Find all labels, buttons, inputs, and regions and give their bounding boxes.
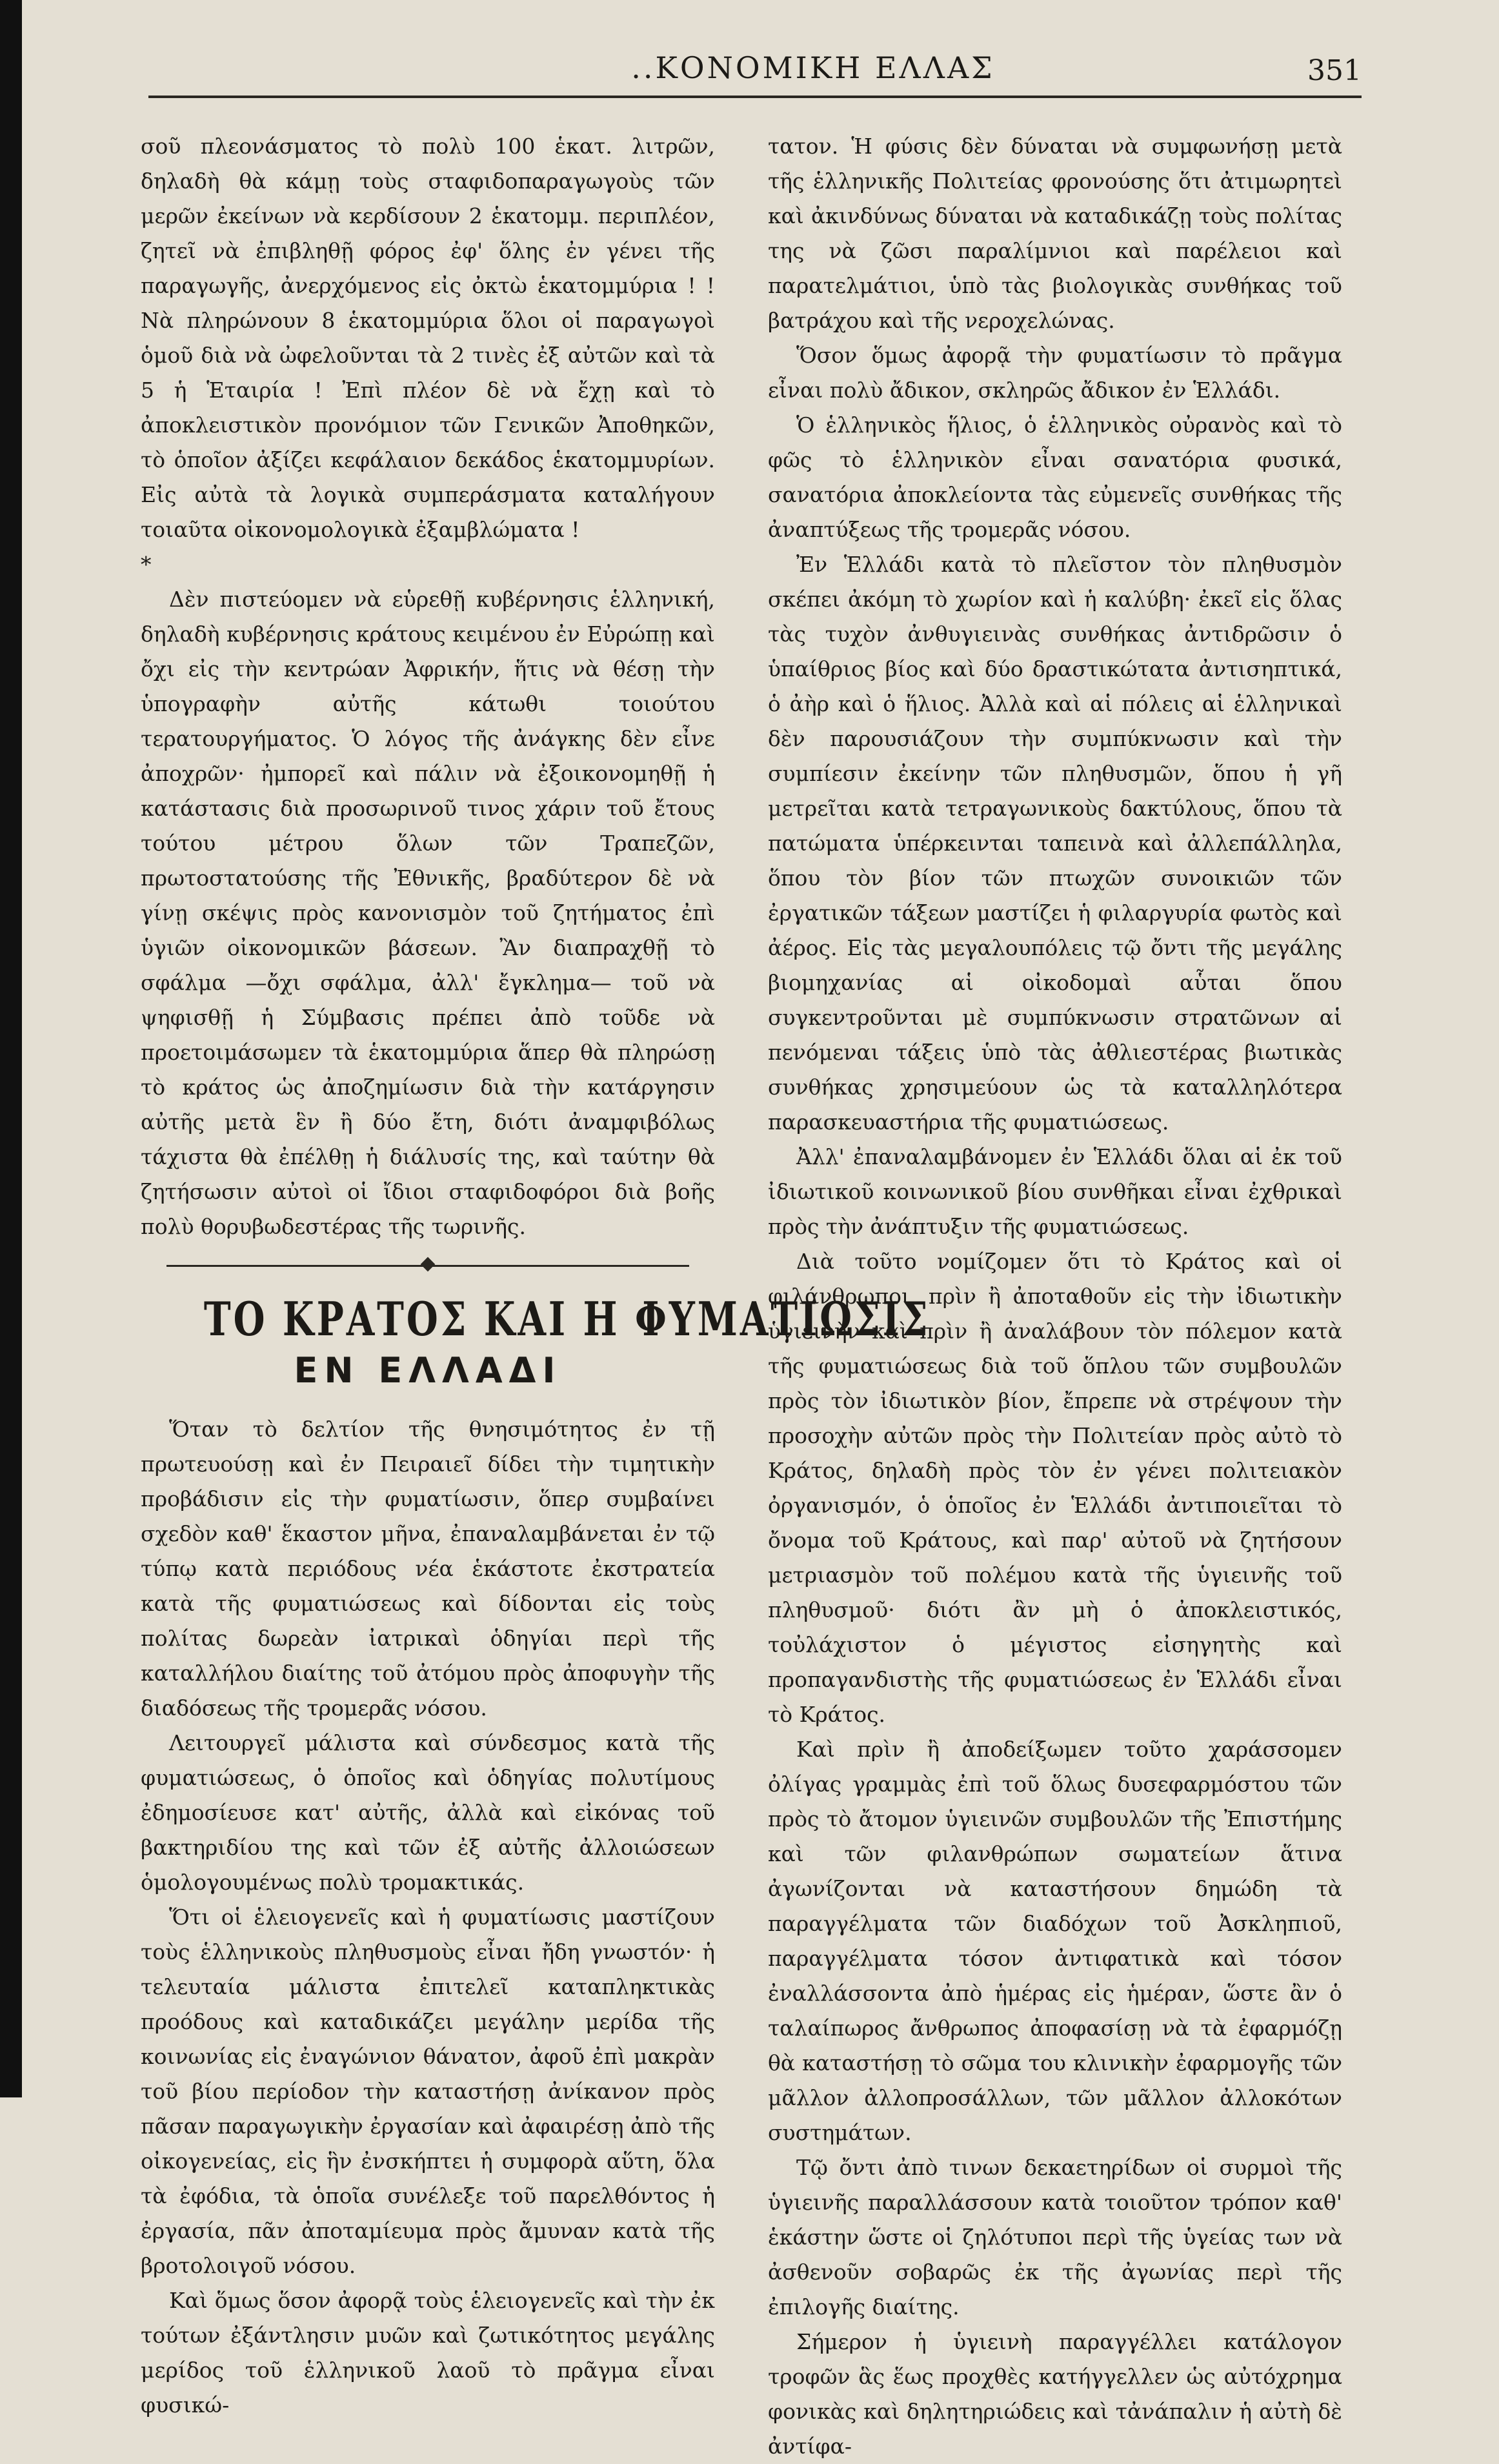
section-separator-star: * (141, 552, 152, 577)
article-subtitle: ΕΝ ΕΛΛΑΔΙ (294, 1350, 562, 1391)
paragraph: Σήμερον ἡ ὑγιεινὴ παραγγέλλει κατάλογον τροφῶν ἃς ἕως προχθὲς κατήγγελλεν ὡς αὐτόχρημα φονικὰς καὶ δηλητηριώδεις καὶ τἀνάπαλιν ἡ αὐτὴ δὲ ἀντίφα- (768, 2329, 1342, 2459)
paragraph: Τῷ ὄντι ἀπὸ τινων δεκαετηρίδων οἱ συρμοὶ τῆς ὑγιεινῆς παραλλάσσουν κατὰ τοιοῦτον τρόπον καθ' ἑκάστην ὥστε οἱ ζηλότυποι περὶ τῆς ὑγείας των νὰ ἀσθενοῦν σοβαρῶς ἐκ τῆς ἀγωνίας περὶ τῆς ἐπιλογῆς διαίτης. (768, 2155, 1342, 2319)
running-title: ..ΚΟΝΟΜΙΚΗ ΕΛΛΑΣ (631, 50, 995, 85)
article-title: ΤΟ ΚΡΑΤΟΣ ΚΑΙ Η ΦΥΜΑΤΙΩΣΙΣ (203, 1291, 931, 1346)
divider-ornament (421, 1257, 436, 1272)
page-number: 351 (1307, 54, 1362, 87)
header-rule (148, 96, 1362, 98)
paragraph: Ὅτι οἱ ἑλειογενεῖς καὶ ἡ φυματίωσις μαστίζουν τοὺς ἑλληνικοὺς πληθυσμοὺς εἶναι ἤδη γνωστόν· ἡ τελευταία μάλιστα ἐπιτελεῖ καταπληκτικὰς προόδους καὶ καταδικάζει μεγάλην μερίδα τῆς κοινωνίας εἰς ἐναγώνιον θάνατον, ἀφοῦ ἐπὶ μακρὰν τοῦ βίου περίοδον τὴν καταστήσῃ ἀνίκανον πρὸς πᾶσαν παραγωγικὴν ἐργασίαν καὶ ἀφαιρέσῃ ἀπὸ τῆς οἰκογενείας, εἰς ἣν ἐνσκήπτει ἡ συμφορὰ αὕτη, ὅλα τὰ ἐφόδια, τὰ ὁποῖα συνέλεξε τοῦ παρελθόντος ἡ ἐργασία, πᾶν ἀποταμίευμα πρὸς ἄμυναν κατὰ τῆς βροτολοιγοῦ νόσου. (141, 1904, 715, 2278)
page-header (148, 50, 1362, 102)
paragraph: Δὲν πιστεύομεν νὰ εὑρεθῇ κυβέρνησις ἑλληνική, δηλαδὴ κυβέρνησις κράτους κειμένου ἐν Εὐρώπῃ καὶ ὄχι εἰς τὴν κεντρώαν Ἀφρικήν, ἥτις νὰ θέσῃ τὴν ὑπογραφὴν αὐτῆς κάτωθι τοιούτου τερατουργήματος. Ὁ λόγος τῆς ἀνάγκης δὲν εἶνε ἀποχρῶν· ἠμπορεῖ καὶ πάλιν νὰ ἐξοικονομηθῇ ἡ κατάστασις διὰ προσωρινοῦ τινος χάριν τοῦ ἔτους τούτου μέτρου ὅλων τῶν Τραπεζῶν, πρωτοστατούσης τῆς Ἐθνικῆς, βραδύτερον δὲ νὰ γίνῃ σκέψις πρὸς κανονισμὸν τοῦ ζητήματος ἐπὶ ὑγιῶν οἰκονομικῶν βάσεων. Ἂν διαπραχθῇ τὸ σφάλμα —ὄχι σφάλμα, ἀλλ' ἔγκλημα— τοῦ νὰ ψηφισθῇ ἡ Σύμβασις πρέπει ἀπὸ τοῦδε νὰ προετοιμάσωμεν τὰ ἑκατομμύρια ἅπερ θὰ πληρώσῃ τὸ κράτος ὡς ἀποζημίωσιν διὰ τὴν κατάργησιν αὐτῆς μετὰ ἓν ἢ δύο ἔτη, διότι ἀναμφιβόλως τάχιστα θὰ ἐπέλθῃ ἡ διάλυσίς της, καὶ ταύτην θὰ ζητήσωσιν αὐτοὶ οἱ ἴδιοι σταφιδοφόροι διὰ βοῆς πολὺ θορυβωδεστέρας τῆς τωρινῆς. (141, 587, 715, 1239)
article-divider (166, 1249, 689, 1282)
right-column (768, 129, 1342, 2464)
paragraph: Διὰ τοῦτο νομίζομεν ὅτι τὸ Κράτος καὶ οἱ φιλάνθρωποι, πρὶν ἢ ἀποταθοῦν εἰς τὴν ἰδιωτικὴν ὑγιεινὴν καὶ πρὶν ἢ ἀναλάβουν τὸν πόλεμον κατὰ τῆς φυματιώσεως διὰ τοῦ ὅπλου τῶν συμβουλῶν πρὸς τὸν ἰδιωτικὸν βίον, ἔπρεπε νὰ στρέψουν τὴν προσοχὴν αὐτῶν πρὸς τὴν Πολιτείαν πρὸς αὐτὸ τὸ Κράτος, δηλαδὴ πρὸς τὸν ἐν γένει πολιτειακὸν ὀργανισμόν, ὁ ὁποῖος ἐν Ἑλλάδι ἀντιποιεῖται τὸ ὄνομα τοῦ Κράτους, καὶ παρ' αὐτοῦ νὰ ζητήσουν μετριασμὸν τοῦ πολέμου κατὰ τῆς ὑγιεινῆς τοῦ πληθυσμοῦ· διότι ἂν μὴ ὁ ἀποκλειστικός, τοὐλάχιστον ὁ μέγιστος εἰσηγητὴς καὶ προπαγανδιστὴς τῆς φυματιώσεως ἐν Ἑλλάδι εἶναι τὸ Κράτος. (768, 1249, 1342, 1727)
paragraph: Ὅσον ὅμως ἀφορᾷ τὴν φυματίωσιν τὸ πρᾶγμα εἶναι πολὺ ἄδικον, σκληρῶς ἄδικον ἐν Ἑλλάδι. (768, 343, 1342, 403)
paragraph: Ἀλλ' ἐπαναλαμβάνομεν ἐν Ἑλλάδι ὅλαι αἱ ἐκ τοῦ ἰδιωτικοῦ κοινωνικοῦ βίου συνθῆκαι εἶναι ἐχθρικαὶ πρὸς τὴν ἀνάπτυξιν τῆς φυματιώσεως. (768, 1144, 1342, 1239)
paragraph: Ὁ ἑλληνικὸς ἥλιος, ὁ ἑλληνικὸς οὐρανὸς καὶ τὸ φῶς τὸ ἑλληνικὸν εἶναι σανατόρια φυσικά, σανατόρια ἀποκλείοντα τὰς εὐμενεῖς συνθήκας τῆς ἀναπτύξεως τῆς τρομερᾶς νόσου. (768, 412, 1342, 542)
paragraph: τατον. Ἡ φύσις δὲν δύναται νὰ συμφωνήσῃ μετὰ τῆς ἑλληνικῆς Πολιτείας φρονούσης ὅτι ἀτιμωρητεὶ καὶ ἀκινδύνως δύναται νὰ καταδικάζῃ τοὺς πολίτας της νὰ ζῶσι παραλίμνιοι καὶ παρέλειοι καὶ παρατελμάτιοι, ὑπὸ τὰς βιολογικὰς συνθήκας τοῦ βατράχου καὶ τῆς νεροχελώνας. (768, 134, 1342, 333)
paragraph: Καὶ ὅμως ὅσον ἀφορᾷ τοὺς ἑλειογενεῖς καὶ τὴν ἐκ τούτων ἐξάντλησιν μυῶν καὶ ζωτικότητος μεγάλης μερίδος τοῦ ἑλληνικοῦ λαοῦ τὸ πρᾶγμα εἶναι φυσικώ- (141, 2288, 715, 2418)
paragraph: σοῦ πλεονάσματος τὸ πολὺ 100 ἑκατ. λιτρῶν, δηλαδὴ θὰ κάμῃ τοὺς σταφιδοπαραγωγοὺς τῶν μερῶν ἐκείνων νὰ κερδίσουν 2 ἑκατομμ. περιπλέον, ζητεῖ νὰ ἐπιβληθῇ φόρος ἐφ' ὅλης ἐν γένει τῆς παραγωγῆς, ἀνερχόμενος εἰς ὀκτὼ ἑκατομμύρια ! ! Νὰ πληρώνουν 8 ἑκατομμύρια ὅλοι οἱ παραγωγοὶ ὁμοῦ διὰ νὰ ὠφελοῦνται τὰ 2 τινὲς ἐξ αὐτῶν καὶ τὰ 5 ἡ Ἑταιρία ! Ἐπὶ πλέον δὲ νὰ ἔχῃ καὶ τὸ ἀποκλειστικὸν προνόμιον τῶν Γενικῶν Ἀποθηκῶν, τὸ ὁποῖον ἀξίζει κεφάλαιον δεκάδος ἑκατομμυρίων. Εἰς αὐτὰ τὰ λογικὰ συμπεράσματα καταλήγουν τοιαῦτα οἰκονομολογικὰ ἐξαμβλώματα ! (141, 134, 715, 542)
scan-binding-gutter (0, 0, 22, 2097)
left-column (141, 129, 931, 2423)
paragraph: Ὅταν τὸ δελτίον τῆς θνησιμότητος ἐν τῇ πρωτευούσῃ καὶ ἐν Πειραιεῖ δίδει τὴν τιμητικὴν προβάδισιν εἰς τὴν φυματίωσιν, ὅπερ συμβαίνει σχεδὸν καθ' ἕκαστον μῆνα, ἐπαναλαμβάνεται ἐν τῷ τύπῳ κατὰ περιόδους νέα ἑκάστοτε ἐκστρατεία κατὰ τῆς φυματιώσεως καὶ δίδονται εἰς τοὺς πολίτας δωρεὰν ἰατρικαὶ ὁδηγίαι περὶ τῆς καταλλήλου διαίτης τοῦ ἀτόμου πρὸς ἀποφυγὴν τῆς διαδόσεως τῆς τρομερᾶς νόσου. (141, 1417, 715, 1721)
paragraph: Καὶ πρὶν ἢ ἀποδείξωμεν τοῦτο χαράσσομεν ὀλίγας γραμμὰς ἐπὶ τοῦ ὅλως δυσεφαρμόστου τῶν πρὸς τὸ ἄτομον ὑγιεινῶν συμβουλῶν τῆς Ἐπιστήμης καὶ τῶν φιλανθρώπων σωματείων ἅτινα ἀγωνίζονται νὰ καταστήσουν δημώδη τὰ παραγγέλματα τῶν διαδόχων τοῦ Ἀσκληπιοῦ, παραγγέλματα τόσον ἀντιφατικὰ καὶ τόσον ἐναλλάσσοντα ἀπὸ ἡμέρας εἰς ἡμέραν, ὥστε ἂν ὁ ταλαίπωρος ἄνθρωπος ἀποφασίσῃ νὰ τὰ ἐφαρμόζῃ θὰ καταστήσῃ τὸ σῶμα του κλινικὴν ἐφαρμογῆς τῶν μᾶλλον ἀλλοπροσάλλων, τῶν μᾶλλον ἀλλοκότων συστημάτων. (768, 1737, 1342, 2145)
paragraph: Λειτουργεῖ μάλιστα καὶ σύνδεσμος κατὰ τῆς φυματιώσεως, ὁ ὁποῖος καὶ ὁδηγίας πολυτίμους ἐδημοσίευσε κατ' αὐτῆς, ἀλλὰ καὶ εἰκόνας τοῦ βακτηριδίου της καὶ τῶν ἐξ αὐτῆς ἀλλοιώσεων ὁμολογουμένως πολὺ τρομακτικάς. (141, 1730, 715, 1895)
paragraph: Ἐν Ἑλλάδι κατὰ τὸ πλεῖστον τὸν πληθυσμὸν σκέπει ἀκόμη τὸ χωρίον καὶ ἡ καλύβη· ἐκεῖ εἰς ὅλας τὰς τυχὸν ἀνθυγιεινὰς συνθήκας ἀντιδρῶσιν ὁ ὑπαίθριος βίος καὶ δύο δραστικώτατα ἀντισηπτικά, ὁ ἀὴρ καὶ ὁ ἥλιος. Ἀλλὰ καὶ αἱ πόλεις αἱ ἑλληνικαὶ δὲν παρουσιάζουν τὴν συμπύκνωσιν καὶ τὴν συμπίεσιν ἐκείνην τῶν πληθυσμῶν, ὅπου ἡ γῆ μετρεῖται κατὰ τετραγωνικοὺς δακτύλους, ὅπου τὰ πατώματα ὑπέρκεινται ταπεινὰ καὶ ἀλλεπάλληλα, ὅπου τὸν βίον τῶν πτωχῶν συνοικιῶν τῶν ἐργατικῶν τάξεων μαστίζει ἡ φιλαργυρία φωτὸς καὶ ἀέρος. Εἰς τὰς μεγαλουπόλεις τῷ ὄντι τῆς μεγάλης βιομηχανίας αἱ οἰκοδομαὶ αὗται ὅπου συγκεντροῦνται μὲ συμπύκνωσιν στρατῶνων αἱ πενόμεναι τάξεις ὑπὸ τὰς ἀθλιεστέρας βιωτικὰς συνθήκας χρησιμεύουν ὡς τὰ καταλληλότερα παρασκευαστήρια τῆς φυματιώσεως. (768, 552, 1342, 1135)
